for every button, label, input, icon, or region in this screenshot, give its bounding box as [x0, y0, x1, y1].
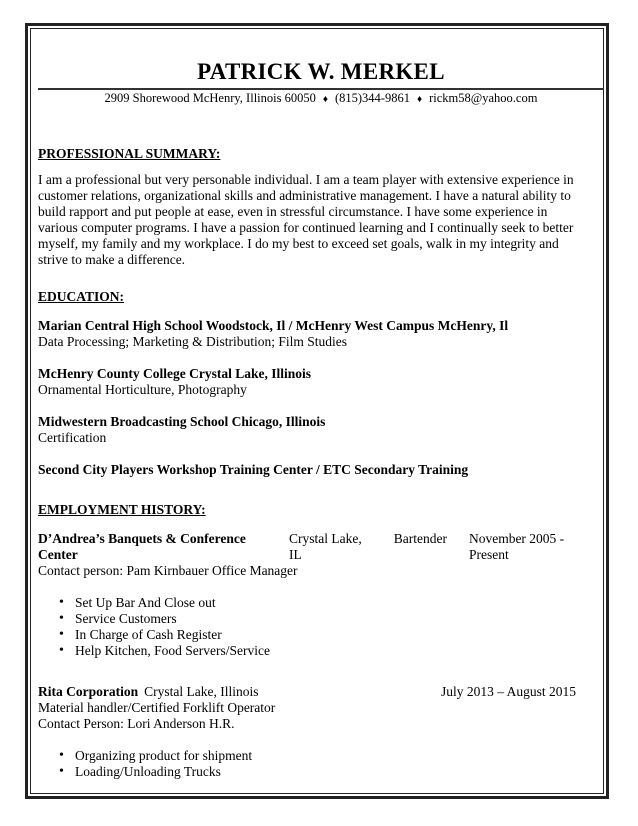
email-link[interactable]: rickm58@yahoo.com: [429, 91, 538, 105]
job-entry: [38, 684, 604, 780]
duties-list: [38, 748, 604, 780]
job-detail: Material handler/Certified Forklift Operator: [38, 700, 276, 715]
summary-line: I am a professional but very personable individual. I am a team player with extensive experience in: [38, 172, 574, 187]
list-item: • Service Customers: [75, 611, 604, 627]
school-name: Midwestern Broadcasting School Chicago, Illinois: [38, 414, 326, 429]
job-detail: Contact person: Pam Kirnbauer Office Manager: [38, 563, 298, 578]
job-location: Crystal Lake, Illinois: [144, 684, 259, 699]
job-dates: November 2005 - Present: [468, 531, 565, 562]
school-name: Marian Central High School Woodstock, Il / McHenry West Campus McHenry, Il: [38, 318, 509, 333]
job-location: Crystal Lake, IL: [288, 531, 362, 562]
job-dates: July 2013 – August 2015: [440, 684, 576, 699]
list-item: • Help Kitchen, Food Servers/Service: [75, 643, 604, 659]
job-detail: Contact Person: Lori Anderson H.R.: [38, 716, 235, 731]
duties-list: [38, 595, 604, 659]
school-name: Second City Players Workshop Training Center / ETC Secondary Training: [38, 462, 469, 477]
school-detail: Certification: [38, 430, 107, 445]
summary-heading: PROFESSIONAL SUMMARY:: [38, 146, 221, 161]
school-name: McHenry County College Crystal Lake, Illinois: [38, 366, 311, 381]
company-name: D’Andrea’s Banquets & Conference Center: [38, 531, 246, 562]
summary-line: customer relations, organizational skills and administrative management. I have a natural ability to: [38, 188, 571, 203]
education-entry: [38, 462, 604, 478]
employment-heading: EMPLOYMENT HISTORY:: [38, 502, 206, 517]
education-heading: EDUCATION:: [38, 289, 125, 304]
contact-line: [38, 90, 604, 108]
diamond-separator-icon: ♦: [322, 94, 328, 105]
summary-line: build rapport and put people at ease, even in stressful circumstance. I have some experience in: [38, 204, 548, 219]
education-entry: [38, 318, 604, 350]
school-detail: Ornamental Horticulture, Photography: [38, 382, 247, 397]
education-entry: [38, 366, 604, 398]
summary-line: myself, my family and my workplace. I do my best to exceed set goals, walk in my integrity and: [38, 236, 559, 251]
summary-line: various computer programs. I have a passion for continued learning and I continually seek to better: [38, 220, 574, 235]
job-entry: [38, 531, 604, 659]
list-item: • Set Up Bar And Close out: [75, 595, 604, 611]
candidate-name: PATRICK W. MERKEL: [197, 59, 445, 84]
diamond-separator-icon: ♦: [416, 94, 423, 105]
address: 2909 Shorewood McHenry, Illinois 60050: [104, 91, 316, 105]
job-header: [38, 531, 604, 563]
summary-text: [38, 172, 598, 268]
job-role: Bartender: [393, 531, 447, 546]
education-entry: [38, 414, 604, 446]
job-header: [38, 684, 604, 700]
company-name: Rita Corporation: [38, 684, 139, 699]
resume-document: [38, 58, 604, 780]
summary-line: strive to make a difference.: [38, 252, 186, 267]
list-item: • In Charge of Cash Register: [75, 627, 604, 643]
header-divider: [38, 88, 604, 90]
list-item: • Loading/Unloading Trucks: [75, 764, 604, 780]
phone: (815)344-9861: [334, 91, 410, 105]
list-item: • Organizing product for shipment: [75, 748, 604, 764]
school-detail: Data Processing; Marketing & Distribution; Film Studies: [38, 334, 347, 349]
